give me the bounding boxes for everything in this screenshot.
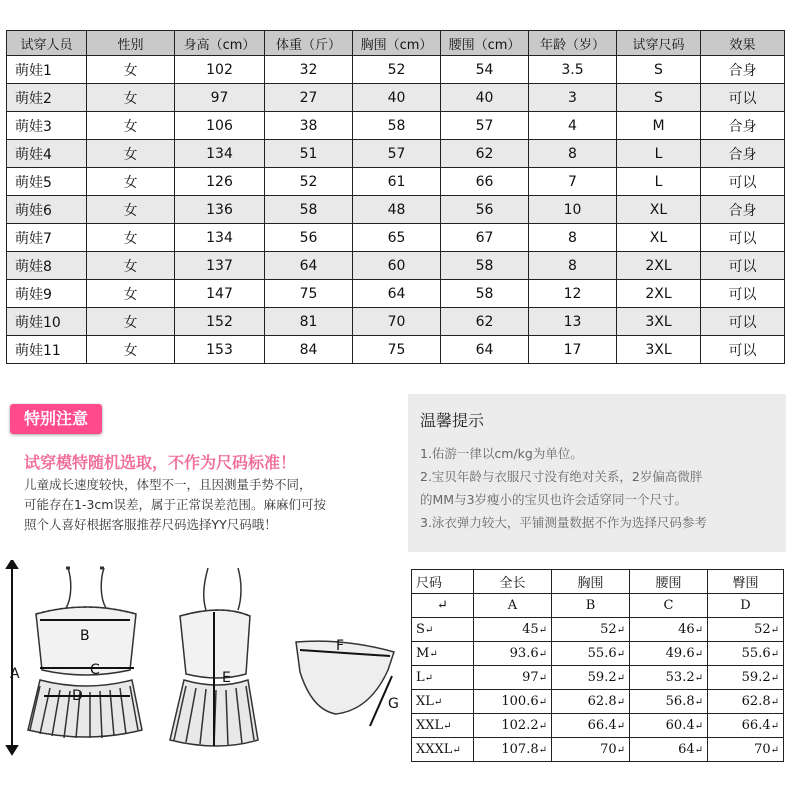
trial-cell: 66: [441, 168, 529, 196]
measure-value: 60.4: [665, 718, 695, 733]
trial-row: [7, 336, 785, 364]
measure-cell: [412, 714, 474, 738]
trial-cell: 52: [353, 56, 441, 84]
line-mark: ↵: [770, 625, 779, 636]
trial-cell: 40: [441, 84, 529, 112]
line-mark: ↵: [616, 745, 625, 756]
trial-cell: 64: [441, 336, 529, 364]
line-mark: ↵: [616, 625, 625, 636]
trial-cell: 萌娃7: [7, 224, 87, 252]
measure-row: [412, 642, 784, 666]
trial-row: [7, 112, 785, 140]
trial-cell: 152: [175, 308, 265, 336]
line-mark: ↵: [538, 721, 547, 732]
line-mark: ↵: [694, 745, 703, 756]
measure-code: B: [552, 594, 630, 618]
measure-cell: [412, 738, 474, 762]
measure-code: D: [708, 594, 784, 618]
trial-cell: 可以: [701, 252, 785, 280]
measure-cell: [708, 690, 784, 714]
notice-line: 儿童成长速度较快，体型不一，且因测量手势不同，: [24, 477, 312, 492]
trial-cell: 38: [265, 112, 353, 140]
trial-cell: 51: [265, 140, 353, 168]
measure-cell: [708, 666, 784, 690]
trial-cell: 64: [265, 252, 353, 280]
trial-row: [7, 308, 785, 336]
trial-cell: 萌娃10: [7, 308, 87, 336]
trial-row: [7, 280, 785, 308]
trial-cell: 58: [441, 280, 529, 308]
measure-value: L: [416, 670, 425, 685]
header-weight: 体重（斤）: [265, 31, 353, 56]
measure-value: XL: [416, 694, 434, 709]
line-mark: ↵: [770, 649, 779, 660]
line-mark: ↵: [538, 745, 547, 756]
trial-cell: 57: [441, 112, 529, 140]
measure-header-hip: 臀围: [708, 570, 784, 594]
line-mark: ↵: [616, 673, 625, 684]
trial-cell: 8: [529, 252, 617, 280]
trial-cell: 女: [87, 84, 175, 112]
measure-cell: [552, 618, 630, 642]
label-c: C: [90, 662, 100, 678]
label-e: E: [222, 670, 231, 686]
tips-title: 温馨提示: [420, 411, 485, 430]
trial-cell: 萌娃9: [7, 280, 87, 308]
measure-cell: [630, 690, 708, 714]
trial-cell: 147: [175, 280, 265, 308]
line-mark: ↵: [770, 721, 779, 732]
notice-line: 可能存在1-3cm误差，属于正常误差范围。麻麻们可按: [24, 497, 326, 512]
line-mark: ↵: [443, 721, 452, 732]
measure-cell: [552, 738, 630, 762]
measure-value: S: [416, 622, 425, 637]
measure-value: 62.8: [587, 694, 617, 709]
measure-value: 55.6: [741, 646, 771, 661]
trial-cell: 81: [265, 308, 353, 336]
line-mark: ↵: [424, 673, 434, 684]
measure-value: 45: [522, 622, 539, 637]
trial-cell: 萌娃6: [7, 196, 87, 224]
measure-cell: [474, 738, 552, 762]
notice-line: 照个人喜好根据客服推荐尺码选择YY尺码哦！: [24, 517, 277, 532]
trial-cell: 136: [175, 196, 265, 224]
trial-cell: 58: [441, 252, 529, 280]
trial-row: [7, 224, 785, 252]
trial-cell: 67: [441, 224, 529, 252]
trial-cell: 62: [441, 140, 529, 168]
measure-header-waist: 腰围: [630, 570, 708, 594]
header-waist: 腰围（cm）: [441, 31, 529, 56]
tip-line: 3.泳衣弹力较大，平铺测量数据不作为选择尺码参考: [420, 515, 707, 530]
size-measure-table: [411, 569, 784, 762]
measure-cell: [708, 642, 784, 666]
trial-cell: 153: [175, 336, 265, 364]
label-a: A: [10, 666, 20, 682]
measure-cell: [552, 642, 630, 666]
measure-value: 70: [600, 742, 617, 757]
measure-row: [412, 714, 784, 738]
trial-cell: 56: [265, 224, 353, 252]
measure-cell: [708, 618, 784, 642]
measure-code: C: [630, 594, 708, 618]
label-g: G: [388, 696, 399, 712]
measure-cell: [552, 714, 630, 738]
trial-cell: 萌娃11: [7, 336, 87, 364]
trial-cell: 134: [175, 224, 265, 252]
trial-cell: XL: [617, 196, 701, 224]
measure-value: 52: [754, 622, 771, 637]
measure-header-length: 全长: [474, 570, 552, 594]
trial-cell: 可以: [701, 308, 785, 336]
measure-value: 93.6: [509, 646, 539, 661]
measure-code-row: [412, 594, 784, 618]
trial-cell: 106: [175, 112, 265, 140]
line-mark: ↵: [694, 697, 703, 708]
measure-cell: [630, 714, 708, 738]
line-mark: ↵: [770, 697, 779, 708]
trial-cell: 女: [87, 56, 175, 84]
trial-cell: 52: [265, 168, 353, 196]
line-mark: ↵: [616, 697, 625, 708]
trial-cell: 3XL: [617, 336, 701, 364]
measure-value: XXL: [416, 718, 444, 733]
line-mark: ↵: [433, 697, 443, 708]
trial-cell: 可以: [701, 224, 785, 252]
trial-cell: 40: [353, 84, 441, 112]
label-d: D: [72, 688, 83, 704]
measure-code: ↵: [412, 594, 474, 618]
trial-cell: 7: [529, 168, 617, 196]
trial-cell: 126: [175, 168, 265, 196]
measure-value: 62.8: [741, 694, 771, 709]
trial-cell: 8: [529, 224, 617, 252]
line-mark: ↵: [538, 625, 547, 636]
trial-cell: 10: [529, 196, 617, 224]
trial-table-header: [7, 31, 785, 56]
measure-value: 66.4: [587, 718, 617, 733]
trial-cell: 可以: [701, 84, 785, 112]
header-chest: 胸围（cm）: [353, 31, 441, 56]
line-mark: ↵: [694, 625, 703, 636]
header-gender: 性别: [87, 31, 175, 56]
trial-cell: 60: [353, 252, 441, 280]
trial-cell: 54: [441, 56, 529, 84]
header-height: 身高（cm）: [175, 31, 265, 56]
trial-row: [7, 168, 785, 196]
measure-value: 59.2: [741, 670, 771, 685]
measure-value: 64: [678, 742, 695, 757]
tip-line: 的MM与3岁瘦小的宝贝也许会适穿同一个尺寸。: [420, 492, 688, 507]
line-mark: ↵: [538, 649, 547, 660]
trial-cell: 2XL: [617, 280, 701, 308]
trial-cell: S: [617, 56, 701, 84]
trial-cell: 女: [87, 196, 175, 224]
trial-cell: 女: [87, 252, 175, 280]
trial-cell: 女: [87, 112, 175, 140]
label-b: B: [80, 628, 90, 644]
line-mark: ↵: [616, 649, 625, 660]
line-mark: ↵: [538, 697, 547, 708]
line-mark: ↵: [694, 721, 703, 732]
measure-value: 52: [600, 622, 617, 637]
measure-row: [412, 690, 784, 714]
line-mark: ↵: [538, 673, 547, 684]
trial-cell: L: [617, 140, 701, 168]
trial-cell: L: [617, 168, 701, 196]
measure-row: [412, 738, 784, 762]
measure-cell: [630, 642, 708, 666]
trial-cell: 女: [87, 336, 175, 364]
trial-cell: 84: [265, 336, 353, 364]
trial-cell: 女: [87, 224, 175, 252]
tips-box: [408, 394, 786, 552]
trial-cell: 65: [353, 224, 441, 252]
trial-cell: 137: [175, 252, 265, 280]
tip-line: 2.宝贝年龄与衣服尺寸没有绝对关系，2岁偏高微胖: [420, 469, 703, 484]
trial-cell: 萌娃3: [7, 112, 87, 140]
trial-cell: 17: [529, 336, 617, 364]
trial-row: [7, 84, 785, 112]
trial-cell: 75: [265, 280, 353, 308]
line-mark: ↵: [424, 625, 434, 636]
trial-cell: 13: [529, 308, 617, 336]
line-mark: ↵: [616, 721, 625, 732]
trial-cell: 62: [441, 308, 529, 336]
measure-header-chest: 胸围: [552, 570, 630, 594]
trial-cell: 102: [175, 56, 265, 84]
trial-cell: 女: [87, 308, 175, 336]
tips-text: [420, 442, 707, 534]
trial-row: [7, 140, 785, 168]
measure-value: M: [416, 646, 430, 661]
measure-value: 55.6: [587, 646, 617, 661]
trial-cell: 8: [529, 140, 617, 168]
measure-value: XXXL: [416, 742, 453, 757]
trial-cell: 48: [353, 196, 441, 224]
measure-cell: [474, 714, 552, 738]
measure-value: 56.8: [665, 694, 695, 709]
trial-cell: 27: [265, 84, 353, 112]
measure-header-row: [412, 570, 784, 594]
trial-cell: 合身: [701, 196, 785, 224]
measure-cell: [412, 642, 474, 666]
measure-value: 49.6: [665, 646, 695, 661]
measure-cell: [474, 642, 552, 666]
trial-cell: 可以: [701, 280, 785, 308]
measure-value: 97: [522, 670, 539, 685]
trial-cell: 32: [265, 56, 353, 84]
notice-headline: 试穿模特随机选取，不作为尺码标准！: [24, 453, 297, 472]
measure-cell: [412, 618, 474, 642]
trial-cell: 75: [353, 336, 441, 364]
trial-cell: 58: [353, 112, 441, 140]
trial-cell: 3.5: [529, 56, 617, 84]
measure-cell: [412, 666, 474, 690]
trial-cell: XL: [617, 224, 701, 252]
trial-cell: M: [617, 112, 701, 140]
measure-cell: [708, 738, 784, 762]
header-fit: 效果: [701, 31, 785, 56]
trial-cell: 女: [87, 280, 175, 308]
trial-row: [7, 196, 785, 224]
measure-value: 102.2: [501, 718, 539, 733]
trial-cell: 134: [175, 140, 265, 168]
measure-cell: [552, 666, 630, 690]
trial-cell: 女: [87, 168, 175, 196]
measure-cell: [552, 690, 630, 714]
trial-cell: S: [617, 84, 701, 112]
trial-cell: 4: [529, 112, 617, 140]
header-age: 年龄（岁）: [529, 31, 617, 56]
label-f: F: [336, 638, 345, 654]
measure-cell: [474, 690, 552, 714]
notice-text: [24, 475, 326, 535]
trial-row: [7, 56, 785, 84]
measure-value: 70: [754, 742, 771, 757]
measure-value: 53.2: [665, 670, 695, 685]
measure-header-size: 尺码: [412, 570, 474, 594]
line-mark: ↵: [429, 649, 438, 660]
trial-cell: 萌娃8: [7, 252, 87, 280]
dress-front-figure: [28, 568, 142, 738]
trial-cell: 3: [529, 84, 617, 112]
line-mark: ↵: [694, 649, 703, 660]
trial-cell: 可以: [701, 168, 785, 196]
measure-cell: [412, 690, 474, 714]
trial-cell: 58: [265, 196, 353, 224]
measure-value: 107.8: [501, 742, 539, 757]
trial-cell: 70: [353, 308, 441, 336]
measure-value: 59.2: [587, 670, 617, 685]
trial-cell: 萌娃5: [7, 168, 87, 196]
trial-cell: 萌娃1: [7, 56, 87, 84]
measure-cell: [630, 738, 708, 762]
trial-cell: 97: [175, 84, 265, 112]
garment-measure-diagram: [0, 560, 408, 792]
trial-cell: 61: [353, 168, 441, 196]
measure-row: [412, 666, 784, 690]
measure-line-a: [7, 560, 17, 754]
trial-cell: 3XL: [617, 308, 701, 336]
measure-cell: [708, 714, 784, 738]
special-notice-badge: 特别注意: [10, 404, 102, 434]
measure-cell: [630, 666, 708, 690]
trial-cell: 57: [353, 140, 441, 168]
header-tester: 试穿人员: [7, 31, 87, 56]
header-size: 试穿尺码: [617, 31, 701, 56]
measure-cell: [474, 666, 552, 690]
trial-row: [7, 252, 785, 280]
measure-cell: [630, 618, 708, 642]
trial-cell: 可以: [701, 336, 785, 364]
measure-value: 46: [678, 622, 695, 637]
line-mark: ↵: [770, 673, 779, 684]
measure-row: [412, 618, 784, 642]
measure-code: A: [474, 594, 552, 618]
trial-size-table: [6, 30, 785, 364]
tip-line: 1.佑游一律以cm/kg为单位。: [420, 446, 583, 461]
trial-cell: 萌娃4: [7, 140, 87, 168]
line-mark: ↵: [770, 745, 779, 756]
trial-cell: 12: [529, 280, 617, 308]
trial-cell: 2XL: [617, 252, 701, 280]
trial-cell: 合身: [701, 140, 785, 168]
trial-cell: 女: [87, 140, 175, 168]
measure-cell: [474, 618, 552, 642]
line-mark: ↵: [452, 745, 461, 756]
trial-cell: 合身: [701, 56, 785, 84]
measure-value: 100.6: [501, 694, 539, 709]
trial-cell: 萌娃2: [7, 84, 87, 112]
trial-cell: 合身: [701, 112, 785, 140]
trial-cell: 64: [353, 280, 441, 308]
trial-cell: 56: [441, 196, 529, 224]
measure-value: 66.4: [741, 718, 771, 733]
line-mark: ↵: [694, 673, 703, 684]
